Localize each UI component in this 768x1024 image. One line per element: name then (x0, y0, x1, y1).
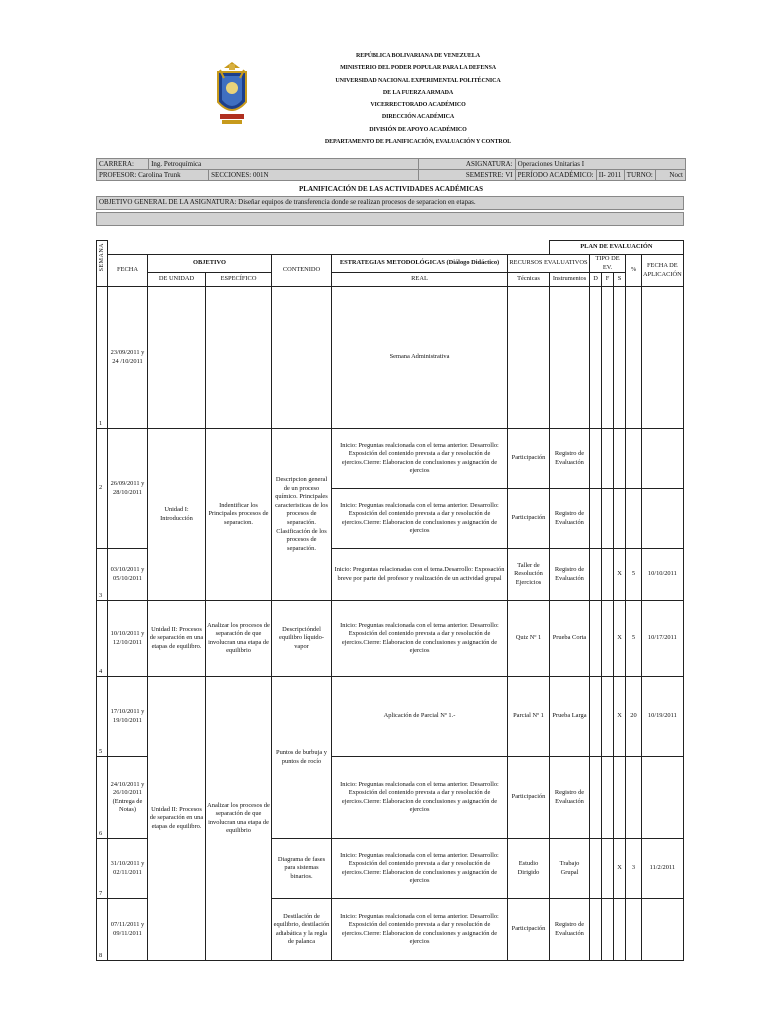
content: Puntos de burbuja y puntos de rocío (272, 677, 332, 839)
asignatura-label: ASIGNATURA: (419, 159, 515, 170)
row-date: 07/11/2011 y 09/11/2011 (108, 899, 148, 961)
objetivo-header: OBJETIVO (148, 255, 272, 273)
estrategias-header: ESTRATEGIAS METODOLÓGICAS (Diálogo Didáctico) (332, 255, 508, 273)
unit-objective: Unidad II: Procesos de separación en una etapas de equilibro. (148, 601, 206, 677)
week-number: 7 (97, 839, 108, 899)
table-row (97, 287, 684, 429)
turno-value: Noct (655, 170, 685, 181)
f-header: F (602, 273, 614, 287)
row-strategy: Semana Administrativa (332, 287, 508, 429)
pct-header: % (626, 255, 642, 287)
table-row (97, 601, 684, 677)
row-instrument: Registro de Evaluación (550, 549, 590, 601)
semana-header: SEMANA (97, 241, 108, 287)
d-header: D (590, 273, 602, 287)
row-s-mark: X (614, 549, 626, 601)
table-row (97, 677, 684, 757)
row-instrument: Trabajo Grupal (550, 839, 590, 899)
row-technique: Participación (508, 429, 550, 489)
general-objective: OBJETIVO GENERAL DE LA ASIGNATURA: Diseñar equipos de transferencia donde se realizan procesos de separacion en etapas. (96, 196, 684, 210)
row-technique: Parcial Nº 1 (508, 677, 550, 757)
periodo-value: II- 2011 (596, 170, 624, 181)
row-technique: Quiz Nº 1 (508, 601, 550, 677)
row-instrument: Registro de Evaluación (550, 899, 590, 961)
row-date: 10/10/2011 y 12/10/2011 (108, 601, 148, 677)
contenido-header: CONTENIDO (272, 255, 332, 287)
university-crest-logo (216, 62, 248, 128)
tecnicas-header: Técnicas (508, 273, 550, 287)
row-application-date: 10/19/2011 (642, 677, 684, 757)
row-strategy: Inicio: Preguntas realcionada con el tema anterior. Desarrollo: Exposición del contenido prevısta a dar y resolución de ejercios.Cierre: Elaboracion de conclusiones y asignación de ejercios (332, 489, 508, 549)
content: Descripcióndel equilibro líquido- vapor (272, 601, 332, 677)
row-technique: Taller de Resolución Ejercicios (508, 549, 550, 601)
row-technique: Participación (508, 899, 550, 961)
row-strategy: Inicio: Preguntas realcionada con el tema anterior. Desarrollo: Exposición del contenido prevısta a dar y resolución de ejercios.Cierre: Elaboracion de conclusiones y asignación de ejercios (332, 839, 508, 899)
especifico-header: ESPECÍFICO (206, 273, 272, 287)
s-header: S (614, 273, 626, 287)
week-number: 2 (97, 429, 108, 549)
row-strategy: Inicio: Preguntas realcionada con el tema anterior. Desarrollo: Exposición del contenido prevısta a dar y resolución de ejercios.Cierre: Elaboracion de conclusiones y asignación de ejercios (332, 757, 508, 839)
real-header: REAL (332, 273, 508, 287)
week-number: 4 (97, 601, 108, 677)
header-line: DEPARTAMENTO DE PLANIFICACIÓN, EVALUACIÓN Y CONTROL (324, 139, 512, 146)
row-date: 26/09/2011 y 28/10/2011 (108, 429, 148, 549)
fecha-aplicacion-header: FECHA DE APLICACIÓN (642, 255, 684, 287)
de-unidad-header: DE UNIDAD (148, 273, 206, 287)
week-number: 5 (97, 677, 108, 757)
content: Diagrama de fases para sistemas binarios. (272, 839, 332, 899)
planning-table (96, 240, 684, 961)
carrera-value: Ing. Petroquímica (149, 159, 419, 170)
row-application-date: 10/10/2011 (642, 549, 684, 601)
specific-objective: Analizar los procesos de separación de que involucran una etapa de equilibrio (206, 677, 272, 961)
secciones-label: SECCIONES: 001N (209, 170, 419, 181)
row-s-mark: X (614, 601, 626, 677)
instrumentos-header: Instrumentos (550, 273, 590, 287)
row-percent: 3 (626, 839, 642, 899)
specific-objective: Indentificar los Principales procesos de separacion. (206, 429, 272, 601)
row-date: 23/09/2011 y 24 /10/2011 (108, 287, 148, 429)
content: Destilación de equilibrio, destilación adiabática y la regla de palanca (272, 899, 332, 961)
row-technique: Participación (508, 757, 550, 839)
row-strategy: Inicio: Preguntas relacionadas con el tema.Desarrollo: Exposación breve por parte del profesor y realización de un actividad grupal (332, 549, 508, 601)
header-line: UNIVERSIDAD NACIONAL EXPERIMENTAL POLITÉCNICA (335, 77, 501, 84)
fecha-header: FECHA (108, 255, 148, 287)
tipo-ev-header: TIPO DE EV. (590, 255, 626, 273)
week-number: 8 (97, 899, 108, 961)
row-s-mark: X (614, 839, 626, 899)
row-instrument: Registro de Evaluación (550, 489, 590, 549)
row-application-date: 10/17/2011 (642, 601, 684, 677)
week-number: 6 (97, 757, 108, 839)
table-row (97, 429, 684, 489)
unit-objective: Unidad I: Introducción (148, 429, 206, 601)
unit-objective: Unidad II: Procesos de separación en una etapas de equilibro. (148, 677, 206, 961)
row-technique: Estudio Dirigido (508, 839, 550, 899)
carrera-label: CARRERA: (97, 159, 149, 170)
row-percent: 20 (626, 677, 642, 757)
header-line: DE LA FUERZA ARMADA (382, 89, 454, 96)
row-strategy: Inicio: Preguntas realcionada con el tema anterior. Desarrollo: Exposición del contenido prevısta a dar y resolución de ejercios.Cierre: Elaboracion de conclusiones y asignación de ejercios (332, 899, 508, 961)
institution-header (268, 50, 568, 148)
header-line: VICERRECTORADO ACADÉMICO (370, 102, 466, 109)
row-strategy: Aplicación de Parcial Nº 1.- (332, 677, 508, 757)
specific-objective: Analizar los procesos de separación de que involucran una etapa de equilibrio (206, 601, 272, 677)
periodo-label: PERÍODO ACADÉMICO: (515, 170, 596, 181)
header-line: MINISTERIO DEL PODER POPULAR PARA LA DEFENSA (340, 65, 496, 72)
row-date: 31/10/2011 y 02/11/2011 (108, 839, 148, 899)
row-s-mark: X (614, 677, 626, 757)
semestre-label: SEMESTRE: VI (419, 170, 515, 181)
recursos-header: RECURSOS EVALUATIVOS (508, 255, 590, 273)
row-application-date: 11/2/2011 (642, 839, 684, 899)
row-strategy: Inicio: Preguntas realcionada con el tema anterior. Desarrollo: Exposición del contenido prevısta a dar y resolución de ejercios.Cierre: Elaboracion de conclusiones y asignación de ejercios (332, 601, 508, 677)
row-date: 24/10/2011 y 26/10/2011 (Entrega de Notas) (108, 757, 148, 839)
row-strategy: Inicio: Preguntas realcionada con el tema anterior. Desarrollo: Exposición del contenido prevısta a dar y resolución de ejercios.Cierre: Elaboracion de conclusiones y asignación de ejercios (332, 429, 508, 489)
header-line: DIRECCIÓN ACADÉMICA (381, 114, 455, 121)
row-instrument: Registro de Evaluación (550, 429, 590, 489)
plan-title: PLANIFICACIÓN DE LAS ACTIVIDADES ACADÉMICAS (299, 185, 483, 193)
header-line: DIVISIÓN DE APOYO ACADÉMICO (369, 126, 467, 133)
week-number: 1 (97, 287, 108, 429)
row-instrument: Prueba Corta (550, 601, 590, 677)
row-percent: 5 (626, 549, 642, 601)
blank-gray-row (96, 212, 684, 226)
profesor-label: PROFESOR: Carolina Trunk (97, 170, 209, 181)
row-date: 03/10/2011 y 05/10/2011 (108, 549, 148, 601)
row-technique: Participación (508, 489, 550, 549)
header-line: REPÚBLICA BOLIVARIANA DE VENEZUELA (356, 53, 480, 59)
row-date: 17/10/2011 y 19/10/2011 (108, 677, 148, 757)
row-percent: 5 (626, 601, 642, 677)
row-instrument: Registro de Evaluación (550, 757, 590, 839)
asignatura-value: Operaciones Unitarias I (515, 159, 685, 170)
turno-label: TURNO: (624, 170, 655, 181)
row-instrument: Prueba Larga (550, 677, 590, 757)
content: Descripcion general de un proceso químico. Principales caracteristicas de los procesos de separación. Clasificación de los procesos de separación. (272, 429, 332, 601)
course-info-table (96, 158, 686, 181)
plan-eval-header: PLAN DE EVALUACIÓN (550, 241, 684, 255)
week-number: 3 (97, 549, 108, 601)
